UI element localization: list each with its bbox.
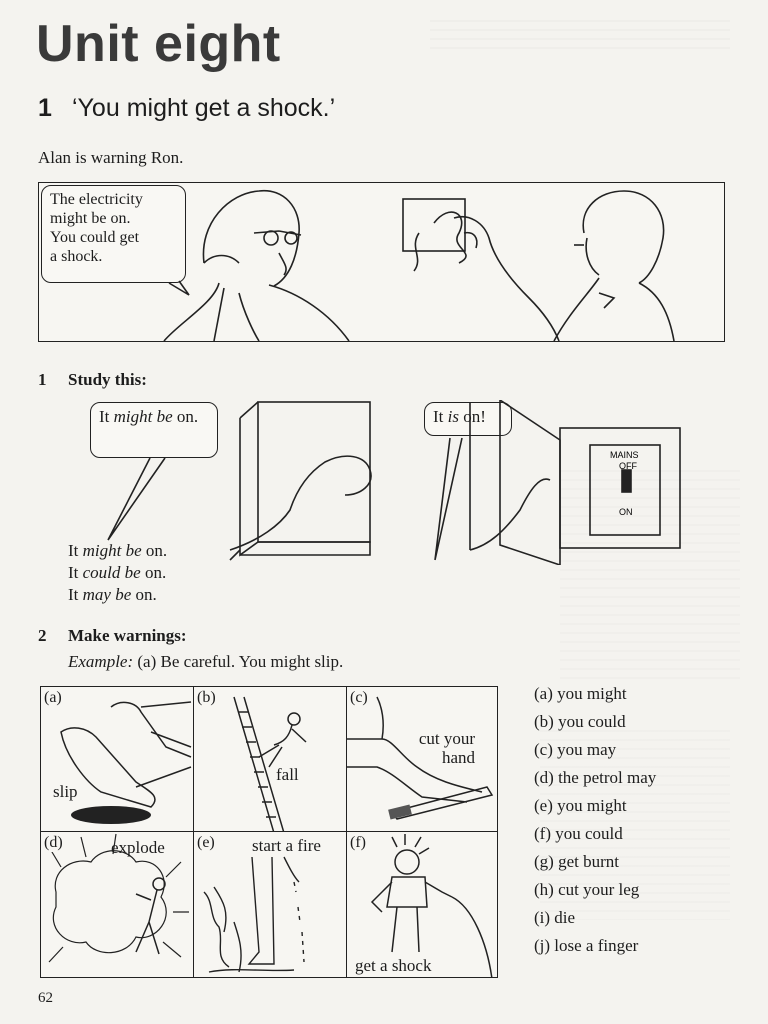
scene-illustration xyxy=(38,182,725,342)
picture-label: explode xyxy=(111,838,165,857)
intro-text: Alan is warning Ron. xyxy=(38,148,184,167)
picture-letter: (f) xyxy=(350,834,366,851)
study-emphasis: could be xyxy=(82,563,141,582)
picture-f xyxy=(346,831,498,978)
switch-label-off: OFF xyxy=(619,461,637,471)
bleed-through xyxy=(430,20,730,50)
bubble-text: It xyxy=(433,407,448,426)
picture-label: get a shock xyxy=(355,956,432,975)
socket xyxy=(403,199,465,251)
picture-letter: (a) xyxy=(44,689,62,706)
picture-grid xyxy=(40,686,498,978)
closed-fusebox xyxy=(258,402,370,542)
study-text: It xyxy=(68,541,83,560)
speech-line: might be on. xyxy=(50,210,131,227)
picture-label: slip xyxy=(53,782,78,801)
study-lines xyxy=(68,540,167,606)
option-item: (j) lose a finger xyxy=(534,936,639,955)
study-line xyxy=(68,584,167,606)
bubble-text: on! xyxy=(458,407,486,426)
picture-label: cut your hand xyxy=(418,729,475,767)
option-item: (e) you might xyxy=(534,796,627,815)
speech-line: You could get xyxy=(50,229,140,246)
option-item: (d) the petrol may xyxy=(534,768,657,787)
warnings-number: 2 xyxy=(38,626,47,645)
study-text: It xyxy=(68,563,83,582)
picture-a xyxy=(40,686,194,832)
unit-title: Unit eight xyxy=(36,15,281,73)
picture-letter: (b) xyxy=(197,689,216,706)
picture-d xyxy=(40,831,194,978)
study-emphasis: may be xyxy=(82,585,132,604)
warnings-example xyxy=(68,652,343,672)
picture-label: fall xyxy=(276,765,299,784)
bubble-text: It xyxy=(99,407,114,426)
option-item: (i) die xyxy=(534,908,576,927)
example-text: (a) Be careful. You might slip. xyxy=(133,652,344,671)
study-text: It xyxy=(68,585,83,604)
speech-line: a shock. xyxy=(50,248,103,265)
ron-figure xyxy=(583,191,663,283)
section-number: 1 xyxy=(38,94,52,122)
picture-label: start a fire xyxy=(252,836,321,855)
picture-b xyxy=(193,686,347,832)
bubble-emphasis: is xyxy=(447,407,459,426)
study-drawing xyxy=(90,400,700,565)
option-item: (b) you could xyxy=(534,712,626,731)
bubble-text: on. xyxy=(172,407,199,426)
picture-letter: (e) xyxy=(197,834,215,851)
picture-c xyxy=(346,686,498,832)
switch-label-on: ON xyxy=(619,507,633,517)
page-number: 62 xyxy=(38,990,53,1006)
picture-letter: (c) xyxy=(350,689,368,706)
study-text: on. xyxy=(141,541,168,560)
option-item: (c) you may xyxy=(534,740,617,759)
section-title: ‘You might get a shock.’ xyxy=(72,94,336,122)
study-number: 1 xyxy=(38,370,47,389)
switch-label-mains: MAINS xyxy=(610,450,639,460)
scene-drawing xyxy=(39,183,724,341)
study-emphasis: might be xyxy=(82,541,142,560)
picture-letter: (d) xyxy=(44,834,63,851)
option-item: (h) cut your leg xyxy=(534,880,640,899)
picture-e xyxy=(193,831,347,978)
speech-line: The electricity xyxy=(50,191,143,208)
option-item: (a) you might xyxy=(534,684,627,703)
study-heading: Study this: xyxy=(68,370,147,389)
bubble-emphasis: might be xyxy=(113,407,173,426)
option-item: (g) get burnt xyxy=(534,852,619,871)
study-text: on. xyxy=(131,585,157,604)
option-item: (f) you could xyxy=(534,824,623,843)
warnings-heading: Make warnings: xyxy=(68,626,187,645)
study-text: on. xyxy=(140,563,167,582)
study-line xyxy=(68,540,167,562)
example-label: Example: xyxy=(68,652,134,671)
study-line xyxy=(68,562,167,584)
